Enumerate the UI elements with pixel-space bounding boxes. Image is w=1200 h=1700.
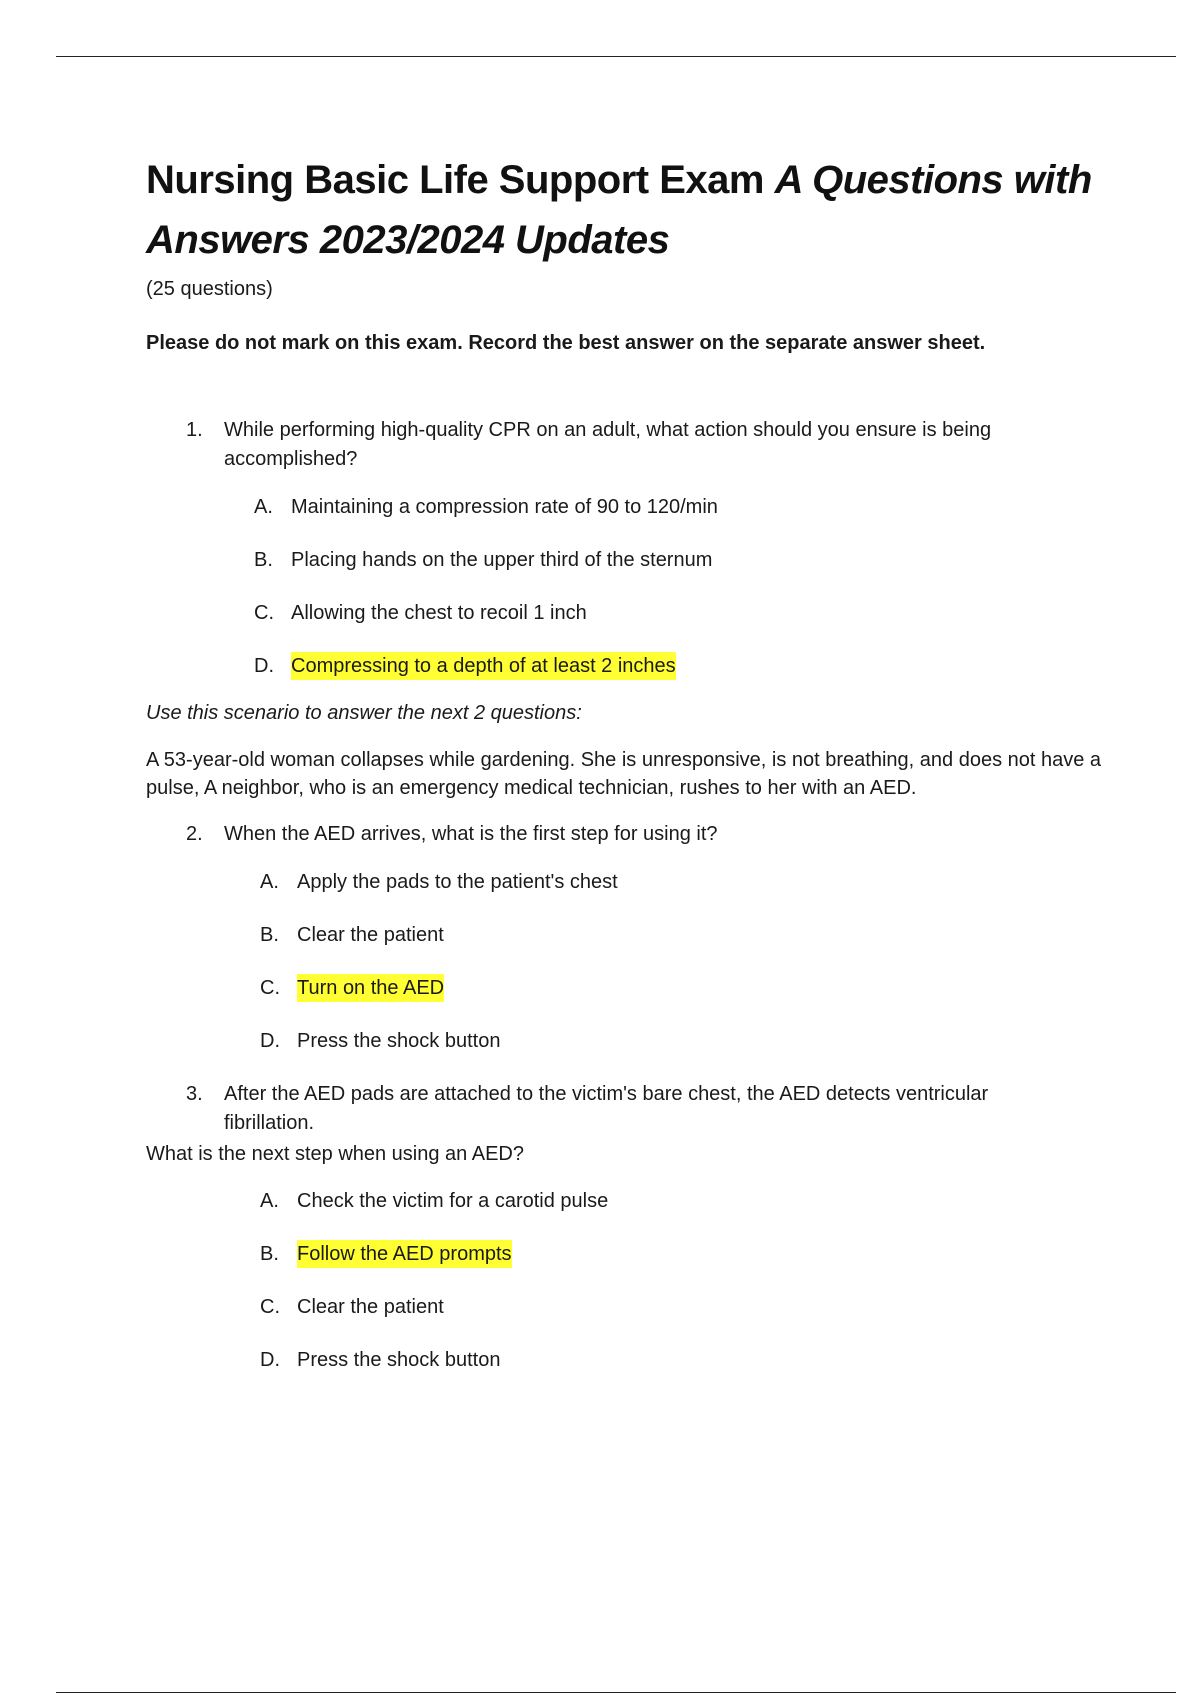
option-text: Clear the patient <box>297 1296 444 1318</box>
option-text: Apply the pads to the patient's chest <box>297 871 618 893</box>
scenario-label: Use this scenario to answer the next 2 questions: <box>146 702 582 724</box>
option-letter: A. <box>260 871 279 893</box>
option-letter: D. <box>260 1030 280 1052</box>
option-letter: A. <box>254 496 273 518</box>
header-rule <box>56 56 1176 57</box>
option-text: Placing hands on the upper third of the sternum <box>291 549 713 571</box>
exam-instructions: Please do not mark on this exam. Record the best answer on the separate answer sheet. <box>146 332 986 354</box>
option-d <box>146 1027 1106 1055</box>
answer-options-3 <box>146 1187 1106 1374</box>
question-number: 3. <box>186 1083 203 1105</box>
document-body <box>146 150 1106 1399</box>
option-text: Maintaining a compression rate of 90 to 120/min <box>291 496 718 518</box>
option-a <box>146 868 1106 896</box>
question-1 <box>146 416 1106 474</box>
question-number: 2. <box>186 823 203 845</box>
option-letter: D. <box>260 1349 280 1371</box>
option-letter: B. <box>260 924 279 946</box>
answer-options-2 <box>146 868 1106 1055</box>
answer-options-1 <box>146 493 1106 680</box>
question-follow-up: What is the next step when using an AED? <box>146 1143 524 1165</box>
option-c <box>146 1293 1106 1321</box>
option-text: Check the victim for a carotid pulse <box>297 1190 609 1212</box>
question-text: After the AED pads are attached to the victim's bare chest, the AED detects ventricular fibrillation. <box>224 1083 989 1134</box>
option-b <box>146 1240 1106 1268</box>
option-letter: C. <box>260 977 280 999</box>
correct-answer-highlight: Compressing to a depth of at least 2 inches <box>291 652 676 680</box>
question-text: When the AED arrives, what is the first step for using it? <box>224 823 718 845</box>
question-count: (25 questions) <box>146 278 273 300</box>
question-number: 1. <box>186 419 203 441</box>
option-d <box>146 1346 1106 1374</box>
scenario-text: A 53-year-old woman collapses while gardening. She is unresponsive, is not breathing, and does not have a pulse, A neighbor, who is an emergency medical technician, rushes to her with an AED. <box>146 749 1102 799</box>
option-text: Clear the patient <box>297 924 444 946</box>
option-b <box>146 546 1106 574</box>
option-letter: A. <box>260 1190 279 1212</box>
question-2 <box>146 820 1106 849</box>
option-a <box>146 493 1106 521</box>
title-italic: A Questions with Answers 2023/2024 Updates <box>146 158 1092 262</box>
page-title <box>146 150 1106 270</box>
option-letter: B. <box>254 549 273 571</box>
option-c <box>146 974 1106 1002</box>
correct-answer-highlight: Follow the AED prompts <box>297 1240 512 1268</box>
question-text: While performing high-quality CPR on an adult, what action should you ensure is being accomplished? <box>224 419 992 470</box>
option-a <box>146 1187 1106 1215</box>
question-3 <box>146 1080 1106 1138</box>
option-letter: D. <box>254 655 274 677</box>
correct-answer-highlight: Turn on the AED <box>297 974 444 1002</box>
footer-rule <box>56 1692 1176 1693</box>
option-c <box>146 599 1106 627</box>
option-letter: C. <box>260 1296 280 1318</box>
option-b <box>146 921 1106 949</box>
option-text: Press the shock button <box>297 1349 501 1371</box>
option-d <box>146 652 1106 680</box>
title-regular: Nursing Basic Life Support Exam <box>146 158 775 202</box>
option-text: Press the shock button <box>297 1030 501 1052</box>
option-letter: B. <box>260 1243 279 1265</box>
option-letter: C. <box>254 602 274 624</box>
option-text: Allowing the chest to recoil 1 inch <box>291 602 587 624</box>
